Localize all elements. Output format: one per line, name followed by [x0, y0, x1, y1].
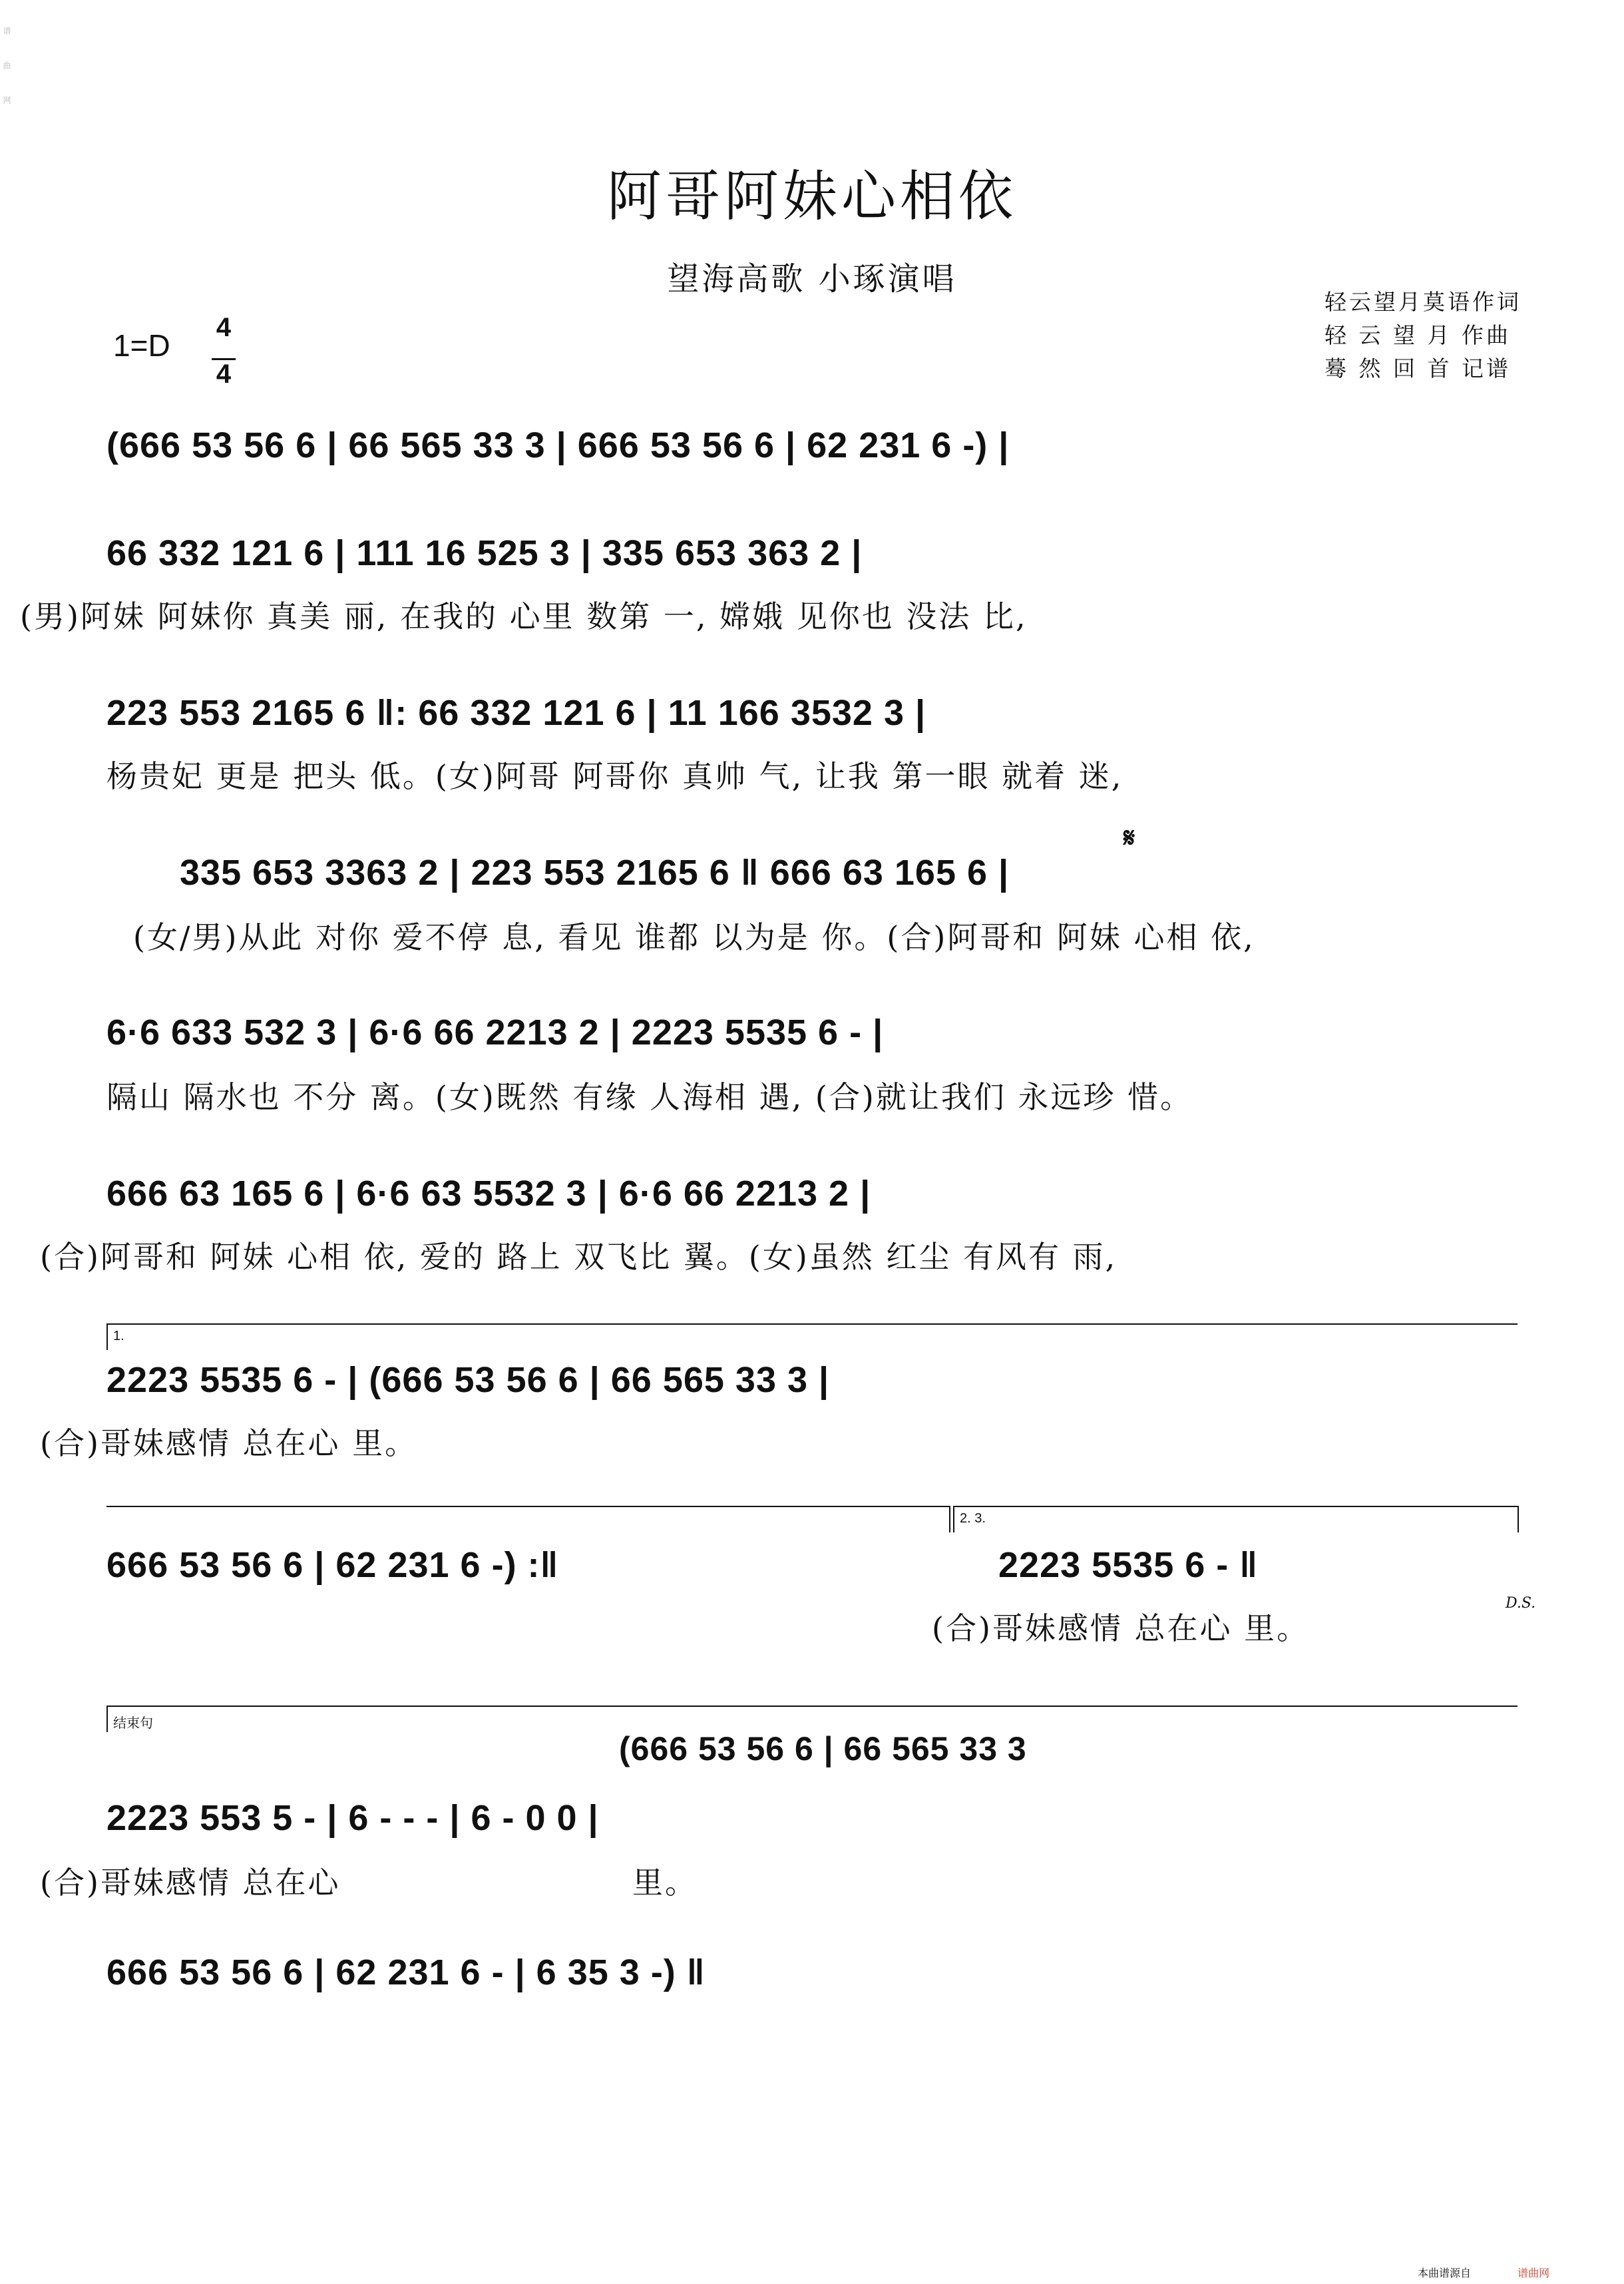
lyrics-line-4: (女/男)从此 对你 爱不停 息, 看见 谁都 以为是 你。(合)阿哥和 阿妹 心相 依,	[133, 919, 1255, 955]
notation-line-5: 6·6 633 532 3 | 6·6 66 2213 2 | 2223 5535 6 - |	[106, 1013, 884, 1052]
notation-line-2: 66 332 121 6 | 111 16 525 3 | 335 653 363 2 |	[106, 533, 863, 573]
transcriber-credit: 蓦 然 回 首 记谱	[1324, 355, 1511, 381]
notation-line-3: 223 553 2165 6 ‖: 66 332 121 6 | 11 166 3532 3 |	[106, 693, 926, 733]
volta-2-label: 2. 3.	[960, 1511, 986, 1526]
time-signature-bottom: 4	[216, 359, 232, 389]
ending-bracket-left	[106, 1706, 108, 1732]
lyrics-line-7: (合)哥妹感情 总在心 里。	[40, 1425, 418, 1461]
lyrics-line-3: 杨贵妃 更是 把头 低。(女)阿哥 阿哥你 真帅 气, 让我 第一眼 就着 迷,	[106, 758, 1123, 794]
ending-bracket	[106, 1706, 1518, 1707]
lyrics-line-8: (合)哥妹感情 总在心 里。	[932, 1610, 1310, 1646]
dal-segno-mark: D.S.	[1506, 1595, 1536, 1612]
notation-line-6: 666 63 165 6 | 6·6 63 5532 3 | 6·6 66 2213 2 |	[106, 1174, 871, 1214]
volta-1-continuation	[106, 1506, 950, 1507]
notation-line-8-left: 666 53 56 6 | 62 231 6 -) :‖	[106, 1545, 559, 1585]
volta-1-label: 1.	[113, 1329, 124, 1343]
lyrics-line-2: (男)阿妹 阿妹你 真美 丽, 在我的 心里 数第 一, 嫦娥 见你也 没法 比,	[20, 598, 1028, 634]
lyrics-line-5: 隔山 隔水也 不分 离。(女)既然 有缘 人海相 遇, (合)就让我们 永远珍 惜。	[106, 1079, 1193, 1115]
lyrics-line-9-right: 里。	[632, 1865, 698, 1901]
lyrics-line-6: (合)阿哥和 阿妹 心相 依, 爱的 路上 双飞比 翼。(女)虽然 红尘 有风有 雨,	[40, 1239, 1117, 1275]
volta-1-bracket	[106, 1323, 1518, 1325]
side-watermark: 谱曲网	[2, 27, 11, 130]
key-signature: 1=D	[113, 328, 170, 363]
footer-source-label: 本曲谱源自	[1418, 2268, 1472, 2279]
volta-2-bracket	[953, 1506, 1519, 1507]
volta-2-bracket-right	[1518, 1506, 1519, 1532]
volta-2-bracket-left	[953, 1506, 954, 1532]
volta-1-bracket-left	[106, 1323, 108, 1350]
notation-upper-line-9: (666 53 56 6 | 66 565 33 3	[619, 1730, 1027, 1767]
notation-line-1: (666 53 56 6 | 66 565 33 3 | 666 53 56 6 | 62 231 6 -) |	[106, 425, 1010, 465]
lyricist-credit: 轻云望月莫语作词	[1324, 289, 1522, 315]
notation-line-9: 2223 553 5 - | 6 - - - | 6 - 0 0 |	[106, 1798, 599, 1838]
notation-line-8-right: 2223 5535 6 - ‖	[998, 1545, 1259, 1585]
footer-site-label: 谱曲网	[1518, 2268, 1550, 2279]
notation-line-10: 666 53 56 6 | 62 231 6 - | 6 35 3 -) ‖	[106, 1952, 706, 1992]
time-signature-top: 4	[216, 313, 232, 342]
volta-1-bracket-end	[949, 1506, 950, 1532]
lyrics-line-9-left: (合)哥妹感情 总在心	[40, 1865, 341, 1901]
song-subtitle: 望海高歌 小琢演唱	[667, 260, 957, 298]
segno-sign: 𝄋	[1123, 822, 1135, 853]
notation-line-7: 2223 5535 6 - | (666 53 56 6 | 66 565 33 3 |	[106, 1360, 830, 1400]
notation-line-4: 335 653 3363 2 | 223 553 2165 6 ‖ 666 63 165 6 |	[180, 853, 1010, 893]
composer-credit: 轻 云 望 月 作曲	[1324, 322, 1511, 348]
ending-label: 结束句	[113, 1716, 153, 1731]
song-title: 阿哥阿妹心相依	[606, 165, 1017, 228]
